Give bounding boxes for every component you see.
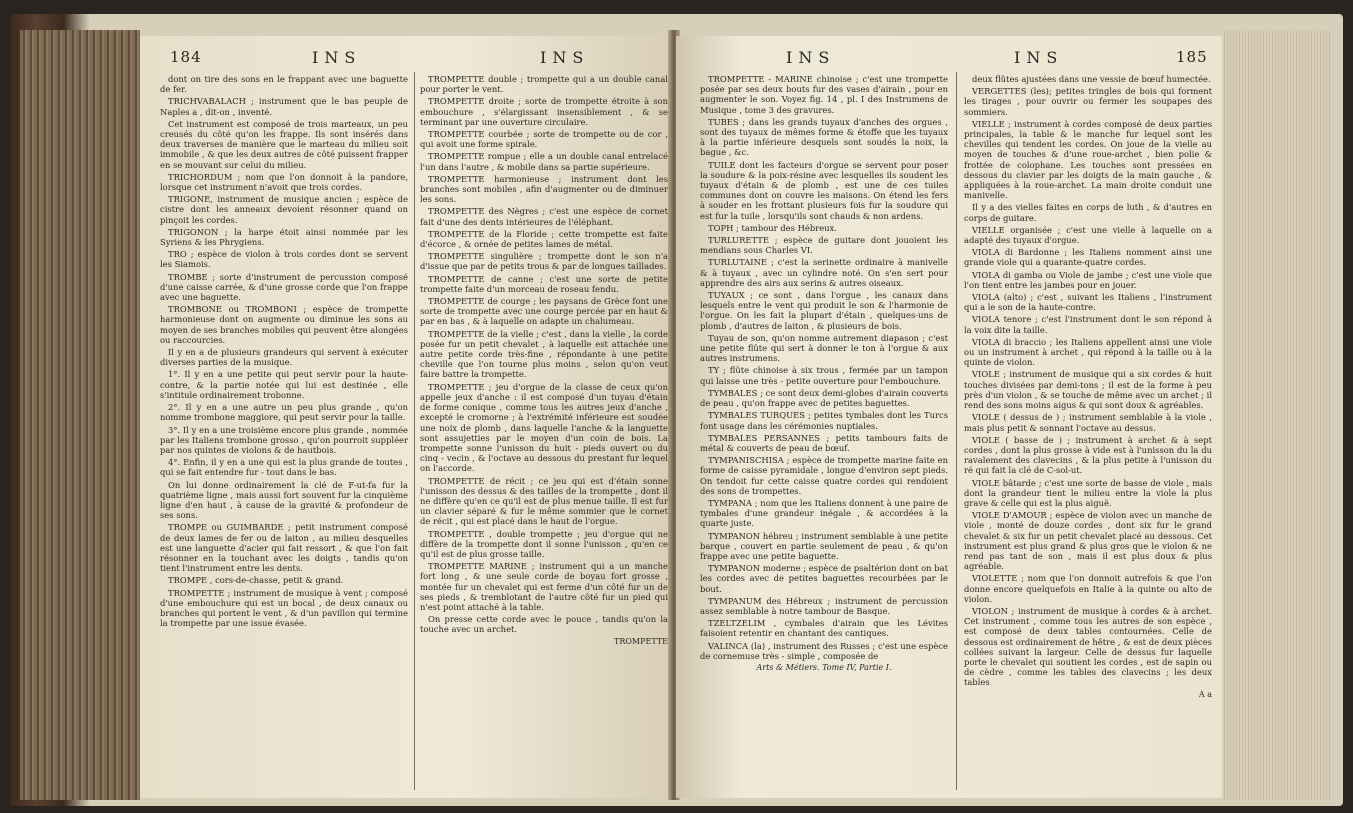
paragraph: VIOLE ; instrument de musique qui a six cordes & huit touches divisées par demi-tons ; il est de la forme à peu près d'un violon , & se touche de même avec un archet ; il rend des sons moins aigus & qui sont doux & agréables. — [964, 369, 1212, 411]
paragraph: TROMPE , cors-de-chasse, petit & grand. — [168, 575, 344, 586]
paragraph: TYMPANA ; nom que les Italiens donnent à une paire de tymbales d'une grandeur inégale , & accordées à la quarte juste. — [700, 497, 948, 529]
paragraph: TROMBONE ou TROMBONI ; espèce de trompette harmonieuse dont on augmente ou diminue les sons au moyen de ses branches mobiles qui peuvent être alongées ou raccourcies. — [160, 304, 408, 345]
paragraph: 4°. Enfin, il y en a une qui est la plus grande de toutes , qui se fait entendre fur - tout dans le bas. — [160, 457, 408, 478]
left-head-left: INS — [312, 48, 362, 67]
paragraph: TROMPETTE MARINE ; instrument qui a un manche fort long , & une seule corde de boyau fort grosse , montée fur un chevalet qui est ferme d'un côté fur un de ses pieds , & tremblotant de l'autre côté fur un pied qui n'est point attaché à la table. — [420, 561, 668, 612]
paragraph: VIOLA di braccio ; les Italiens appellent ainsi une viole ou un instrument à archet , qui répond à la taille ou à la quinte de violon. — [964, 336, 1212, 368]
left-page-number: 184 — [170, 48, 202, 66]
paragraph: TROMPETTE courbée ; sorte de trompette ou de cor , qui avoit une forme spirale. — [420, 129, 668, 150]
paragraph: TYMPANON moderne ; espèce de psaltérion dont on bat les cordes avec de petites baguettes recourbées par le bout. — [700, 563, 948, 594]
paragraph: VIOLE D'AMOUR ; espèce de violon avec un manche de viole , monté de douze cordes , dont six fur le grand chevalet & six fur un petit chevalet placé au dessous. Cet instrument est plus grand & plus gros que le violon & ne rend pas tant de son , mais il est plus doux & plus agréable. — [964, 510, 1212, 572]
paragraph: TROMPETTE de récit ; ce jeu qui est d'étain sonne l'unisson des dessus & des tailles de la trompette , dont il ne diffère qu'en ce qu'il est de plus menue taille. Il est fur un clavier séparé & fur le même sommier que le cornet de récit , qui est placé dans le haut de l'orgue. — [420, 475, 668, 527]
paragraph: 3°. Il y en a une troisième encore plus grande , nommée par les Italiens trombone grosso , qu'on pourroit suppléer par nos quintes de violons & de hautbois. — [160, 424, 408, 455]
paragraph: TUYAUX ; ce sont , dans l'orgue , les canaux dans lesquels entre le vent qui produit le son & l'harmonie de l'orgue. On les fait la plupart d'étain , quelques-uns de plomb , d'autres de laiton , & plusieurs de bois. — [700, 290, 948, 331]
paragraph: TZELTZELIM , cymbales d'airain que les Lévites faisoient retentir en chantant des cantiques. — [700, 618, 948, 639]
paragraph: TROMPETTE de courge ; les paysans de Grèce font une sorte de trompette avec une courge percée par en haut & par en bas , & à laquelle on adapte un chalumeau. — [420, 296, 668, 327]
paragraph: VALINCA (la) , instrument des Russes ; c'est une espèce de cornemuse très - simple , composée de — [700, 640, 948, 661]
paragraph: Cet instrument est composé de trois marteaux, un peu creusés du côté qu'on les frappe. Ils sont insérés dans deux traverses de manière que le marteau du milieu soit immobile , & que les deux autres de côté puissent frapper en se mouvant sur celui du milieu. — [160, 118, 408, 170]
paragraph: TRIGONON ; la harpe étoit ainsi nommée par les Syriens & les Phrygiens. — [160, 226, 408, 248]
left-page — [140, 36, 670, 798]
paragraph: TYMBALES TURQUES ; petites tymbales dont les Turcs font usage dans les cérémonies nuptiales. — [700, 410, 948, 431]
signature-mark: A a — [1198, 689, 1212, 699]
paragraph: TROMPETTE ; jeu d'orgue de la classe de ceux qu'on appelle jeux d'anche : il est composé d'un tuyau d'étain de forme conique , comme tous les autres jeux d'anche , excepté le cromorne ; à l'extrémité inférieure est soudée une noix de plomb , dans laquelle l'anche & la languette sont assujetties par le moyen d'un coin de bois. La trompette sonne l'unisson du huit - pieds ouvert ou du cinq - vecin , & l'octave au dessous du prestant fur lequel on l'accorde. — [420, 381, 668, 474]
paragraph: TY ; flûte chinoise à six trous , fermée par un tampon qui laisse une très - petite ouverture pour l'embouchure. — [700, 365, 948, 386]
paragraph: TROMPETTE singulière ; trompette dont le son n'a d'issue que par de petits trous & par de longues taillades. — [420, 251, 668, 272]
paragraph: TYMBALES PERSANNES ; petits tambours faits de métal & couverts de peau de bœuf. — [700, 432, 948, 453]
column-rule-right — [956, 72, 957, 790]
paragraph: On lui donne ordinairement la clé de F-ut-fa fur la quatrième ligne , mais aussi fort souvent fur la cinquième ligne d'en haut , à cause de la gravité & profondeur de ses sons. — [160, 479, 408, 521]
paragraph: TYMPANUM des Hébreux ; instrument de percussion assez semblable à notre tambour de Basque. — [700, 595, 948, 616]
right-column-1 — [700, 74, 948, 673]
paragraph: VERGETTES (les); petites tringles de bois qui forment les tirages , pour ouvrir ou fermer les soupapes des sommiers. — [964, 86, 1212, 117]
paragraph: VIOLETTE ; nom que l'on donnoit autrefois & que l'on donne encore quelquefois en Italie à la quinte ou alto de violon. — [964, 573, 1212, 604]
paragraph: TOPH ; tambour des Hébreux. — [708, 222, 837, 233]
paragraph: dont on tire des sons en le frappant avec une baguette de fer. — [160, 74, 408, 95]
paragraph: Il y a des vielles faites en corps de luth , & d'autres en corps de guitare. — [964, 202, 1212, 223]
left-column-2 — [420, 74, 668, 647]
paragraph: TROMPETTE droite ; sorte de trompette étroite à son embouchure , s'élargissant insensiblement , & se terminant par une ouverture circulaire. — [420, 96, 668, 127]
paragraph: deux flûtes ajustées dans une vessie de bœuf humectée. — [972, 74, 1211, 84]
paragraph: TROMPETTE - MARINE chinoise ; c'est une trompette posée par ses deux bouts fur des vases d'airain , pour en augmenter le son. Voyez fig. 14 , pl. I des Instrumens de Musique , tome 3 des gravures. — [700, 74, 948, 115]
paragraph: TRICHORDUM ; nom que l'on donnoit à la pandore, lorsque cet instrument n'avoit que trois cordes. — [160, 171, 408, 193]
paragraph: TROMPETTE des Nègres ; c'est une espèce de cornet fait d'une des dents intérieures de l'éléphant. — [420, 206, 668, 227]
paragraph: 2°. Il y en a une autre un peu plus grande , qu'on nomme trombone maggiore, qui peut servir pour la taille. — [160, 402, 408, 423]
paragraph: TROMPETTE harmonieuse ; instrument dont les branches sont mobiles , afin d'augmenter ou de diminuer les sons. — [420, 173, 668, 205]
paragraph: TYMPANISCHISA ; espèce de trompette marine faite en forme de caisse pyramidale , longue d'environ sept pieds. On tendoit fur cette caisse quatre cordes qui rendoient des sons de trompettes. — [700, 455, 948, 496]
paragraph: TUBES ; dans les grands tuyaux d'anches des orgues , sont des tuyaux de mêmes forme & étoffe que les tuyaux à la partie inférieure desquels sont soudés la noix, la bague , &c. — [700, 116, 948, 158]
right-page-edges — [1222, 30, 1330, 800]
paragraph: VIOLE ( basse de ) ; instrument à archet & à sept cordes , dont la plus grosse à vide est à l'unisson du la du ravalement des clavecins , & la plus petite à l'unisson du ré qui fait la clé de C-sol-ut. — [964, 434, 1212, 476]
paragraph: Il y en a de plusieurs grandeurs qui servent à exécuter diverses parties de la musique. — [160, 347, 408, 368]
paragraph: VIOLA di gamba ou Viole de jambe ; c'est une viole que l'on tient entre les jambes pour en jouer. — [964, 269, 1212, 290]
left-head-right: INS — [540, 48, 590, 67]
paragraph: TROMBE ; sorte d'instrument de percussion composé d'une caisse carrée, & d'une grosse corde que l'on frappe avec une baguette. — [160, 271, 408, 303]
paragraph: On presse cette corde avec le pouce , tandis qu'on la touche avec un archet. — [420, 614, 668, 635]
paragraph: TRO ; espèce de violon à trois cordes dont se servent les Siamois. — [160, 249, 408, 270]
right-running-head — [676, 48, 1222, 70]
paragraph: TUILE dont les facteurs d'orgue se servent pour poser la soudure & la poix-résine avec lesquelles ils soudent les tuyaux d'étain & de plomb , est une de ces tuiles communes dont on couvre les maisons. On étend les fers à souder en les frottant plusieurs fois fur la soudure qui est fur la tuile , lorsqu'ils sont chauds & non ardens. — [700, 159, 948, 221]
right-column-2 — [964, 74, 1212, 700]
paragraph: TROMPETTE de la Floride ; cette trompette est faite d'écorce , & ornée de petites lames de métal. — [420, 228, 668, 250]
paragraph: TYMPANON hébreu ; instrument semblable à une petite barque , couvert en partie seulement de peau , & qu'on frappe avec une petite baguette. — [700, 530, 948, 561]
paragraph: VIOLE bâtarde ; c'est une sorte de basse de viole , mais dont la grandeur tient le milieu entre la viole la plus grave & celle qui est la plus aiguë. — [964, 477, 1212, 508]
page-footer: Arts & Métiers. Tome IV, Partie I. — [756, 662, 892, 672]
paragraph: TROMPETTE rompue ; elle a un double canal entrelacé l'un dans l'autre , & mobile dans sa partie supérieure. — [420, 151, 668, 172]
paragraph: TURLURETTE ; espèce de guitare dont jouoient les mendians sous Charles VI. — [700, 235, 948, 256]
paragraph: TURLUTAINE ; c'est la serinette ordinaire à manivelle & à tuyaux , avec un cylindre noté. On s'en sert pour apprendre des airs aux serins & autres oiseaux. — [700, 257, 948, 288]
paragraph: TRICHVABALACH ; instrument que le bas peuple de Naples a , dit-on , inventé. — [160, 96, 408, 117]
paragraph: TRIGONE, instrument de musique ancien ; espèce de cistre dont les anneaux devoient résonner quand on pinçoit les cordes. — [160, 194, 408, 225]
left-page-edges — [20, 30, 140, 800]
paragraph: Tuyau de son, qu'on nomme autrement diapason ; c'est une petite flûte qui sert à donner le ton à l'orgue & aux autres instrumens. — [700, 332, 948, 364]
paragraph: TROMPE ou GUIMBARDE ; petit instrument composé de deux lames de fer ou de laiton , au milieu desquelles est une languette d'acier qui fait ressort , & que l'on fait résonner en la touchant avec les doigts , tandis qu'on tient l'instrument entre les dents. — [160, 522, 408, 574]
column-rule — [414, 72, 415, 790]
paragraph: VIOLA tenore ; c'est l'instrument dont le son répond à la voix dite la taille. — [964, 314, 1212, 335]
paragraph: 1°. Il y en a une petite qui peut servir pour la haute-contre, & la partie notée qui lui est destinée , elle s'intitule ordinairement trobonne. — [160, 369, 408, 400]
right-head-right: INS — [1014, 48, 1064, 67]
paragraph: TYMBALES ; ce sont deux demi-globes d'airain couverts de peau , qu'on frappe avec de petites baguettes. — [700, 387, 948, 409]
paragraph: VIELLE ; instrument à cordes composé de deux parties principales, la table & le manche fur lequel sont les chevilles qui tendent les cordes. On joue de la vielle au moyen de touches & d'une roue-archet , bien polie & frottée de colophane. Les touches sont pressées en dessous du clavier par les doigts de la main gauche , & appliquées à la roue-archet. La main droite conduit une manivelle. — [964, 118, 1212, 201]
left-column-1 — [160, 74, 408, 630]
catchword: TROMPETTE — [614, 636, 668, 646]
right-page-number: 185 — [1176, 48, 1208, 66]
paragraph: VIELLE organisée ; c'est une vielle à laquelle on a adapté des tuyaux d'orgue. — [964, 224, 1212, 246]
paragraph: VIOLA (alto) ; c'est , suivant les Italiens , l'instrument qui a le son de la haute-contre. — [964, 292, 1212, 313]
paragraph: VIOLA di Bardonne ; les Italiens nomment ainsi une grande viole qui a quarante-quatre cordes. — [964, 247, 1212, 268]
right-page — [676, 36, 1222, 798]
paragraph: TROMPETTE de canne ; c'est une sorte de petite trompette faite d'un morceau de roseau fendu. — [420, 273, 668, 294]
right-head-left: INS — [786, 48, 836, 67]
paragraph: TROMPETTE de la vielle ; c'est , dans la vielle , la corde posée fur un petit chevalet , à laquelle est attachée une autre petite corde très-fine , répondante à une petite cheville que l'on tourne plus moins , selon qu'on veut faire battre la trompette. — [420, 328, 668, 380]
paragraph: VIOLON ; instrument de musique à cordes & à archet. Cet instrument , comme tous les autres de son espèce , est composé de deux tables contournées. Celle de dessous est ordinairement de hêtre , & est de deux pièces collées suivant la largeur. Celle de dessus fur laquelle porte le chevalet qui soutient les cordes , est de sapin ou de cèdre , comme les tables des clavecins ; les deux tables — [964, 605, 1212, 688]
paragraph: TROMPETTE ; instrument de musique à vent ; composé d'une embouchure qui est un bocal , de deux canaux ou branches qui portent le vent , & d'un pavillon qui termine la trompette par une issue évasée. — [160, 587, 408, 629]
paragraph: TROMPETTE , double trompette ; jeu d'orgue qui ne diffère de la trompette dont il sonne l'unisson , qu'en ce qu'il est de plus grosse taille. — [420, 528, 668, 559]
paragraph: VIOLE ( dessus de ) ; instrument semblable à la viole , mais plus petit & sonnant l'octave au dessus. — [964, 412, 1212, 433]
paragraph: TROMPETTE double ; trompette qui a un double canal pour porter le vent. — [420, 74, 668, 95]
left-running-head — [140, 48, 670, 70]
